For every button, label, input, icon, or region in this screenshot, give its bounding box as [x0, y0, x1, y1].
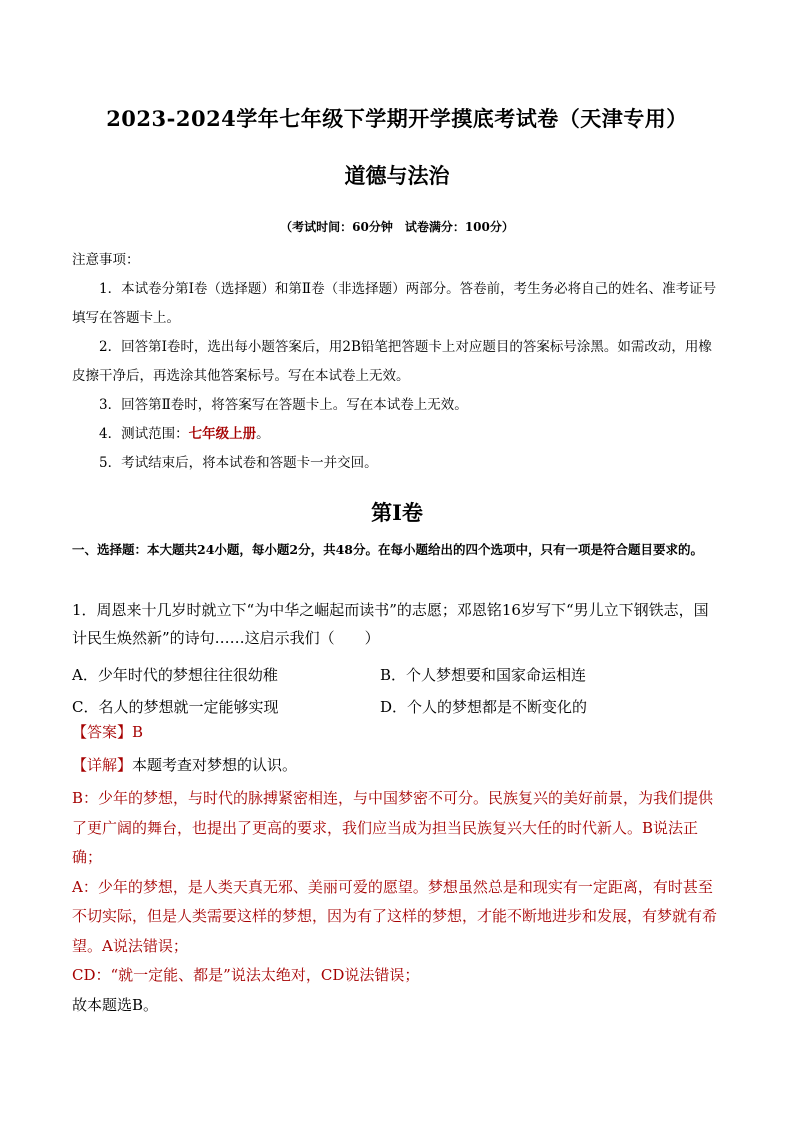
detail-intro: 本题考查对梦想的认识。	[132, 756, 298, 774]
option-d: D．个人的梦想都是不断变化的	[380, 697, 588, 716]
explanation-item: B：少年的梦想，与时代的脉搏紧密相连，与中国梦密不可分。民族复兴的美好前景，为我们提供了更广阔的舞台，也提出了更高的要求，我们应当成为担当民族复兴大任的时代新人。B说法正确；	[72, 789, 714, 866]
notice-item: 2．回答第Ⅰ卷时，选出每小题答案后，用2B铅笔把答题卡上对应题目的答案标号涂黑。如需改动，用橡皮擦干净后，再选涂其他答案标号。写在本试卷上无效。	[72, 339, 712, 384]
explanation-item: A：少年的梦想，是人类天真无邪、美丽可爱的愿望。梦想虽然总是和现实有一定距离，有时甚至不切实际，但是人类需要这样的梦想，因为有了这样的梦想，才能不断地进步和发展，有梦就有希望。A说法错误；	[72, 877, 718, 955]
page-title: 2023-2024学年七年级下学期开学摸底考试卷（天津专用）	[106, 106, 688, 131]
answer-tag: 【答案】	[72, 723, 133, 741]
scope-label: 4．测试范围：	[99, 426, 189, 442]
question-stem: 1．周恩来十几岁时就立下“为中华之崛起而读书”的志愿；邓恩铭16岁写下“男儿立下钢铁志，国计民生焕然新”的诗句……这启示我们（ ）	[72, 601, 709, 647]
answer-value: B	[132, 723, 144, 741]
notice-item: 5．考试结束后，将本试卷和答题卡一并交回。	[99, 455, 378, 471]
notice-title: 注意事项：	[72, 252, 140, 268]
option-c: C．名人的梦想就一定能够实现	[72, 697, 279, 716]
explanation-conclusion: 故本题选B。	[72, 995, 159, 1014]
options-row	[72, 658, 722, 690]
notice-item: 1．本试卷分第Ⅰ卷（选择题）和第Ⅱ卷（非选择题）两部分。答卷前，考生务必将自己的姓名、准考证号填写在答题卡上。	[72, 281, 717, 326]
notice-item: 3．回答第Ⅱ卷时，将答案写在答题卡上。写在本试卷上无效。	[99, 397, 468, 413]
exam-info: （考试时间：60分钟 试卷满分：100分）	[280, 220, 514, 234]
section-instructions: 一、选择题：本大题共24小题，每小题2分，共48分。在每小题给出的四个选项中，只有一项是符合题目要求的。	[72, 542, 703, 557]
detail-line	[72, 754, 297, 775]
section-heading: 第Ⅰ卷	[371, 500, 423, 525]
answer-line	[72, 721, 143, 742]
scope-highlight: 七年级上册	[188, 426, 257, 442]
explanation-list	[72, 784, 722, 1020]
scope-end: 。	[256, 426, 270, 442]
option-a: A．少年时代的梦想往往很幼稚	[72, 665, 278, 684]
options-row	[72, 690, 722, 722]
subject-title: 道德与法治	[344, 163, 450, 188]
explanation-item: CD：“就一定能、都是”说法太绝对，CD说法错误；	[72, 966, 420, 984]
notice-item-scope	[72, 420, 722, 449]
detail-tag: 【详解】	[72, 756, 133, 774]
option-b: B．个人梦想要和国家命运相连	[380, 665, 587, 684]
question-options	[72, 658, 722, 722]
notice-list	[72, 275, 722, 478]
